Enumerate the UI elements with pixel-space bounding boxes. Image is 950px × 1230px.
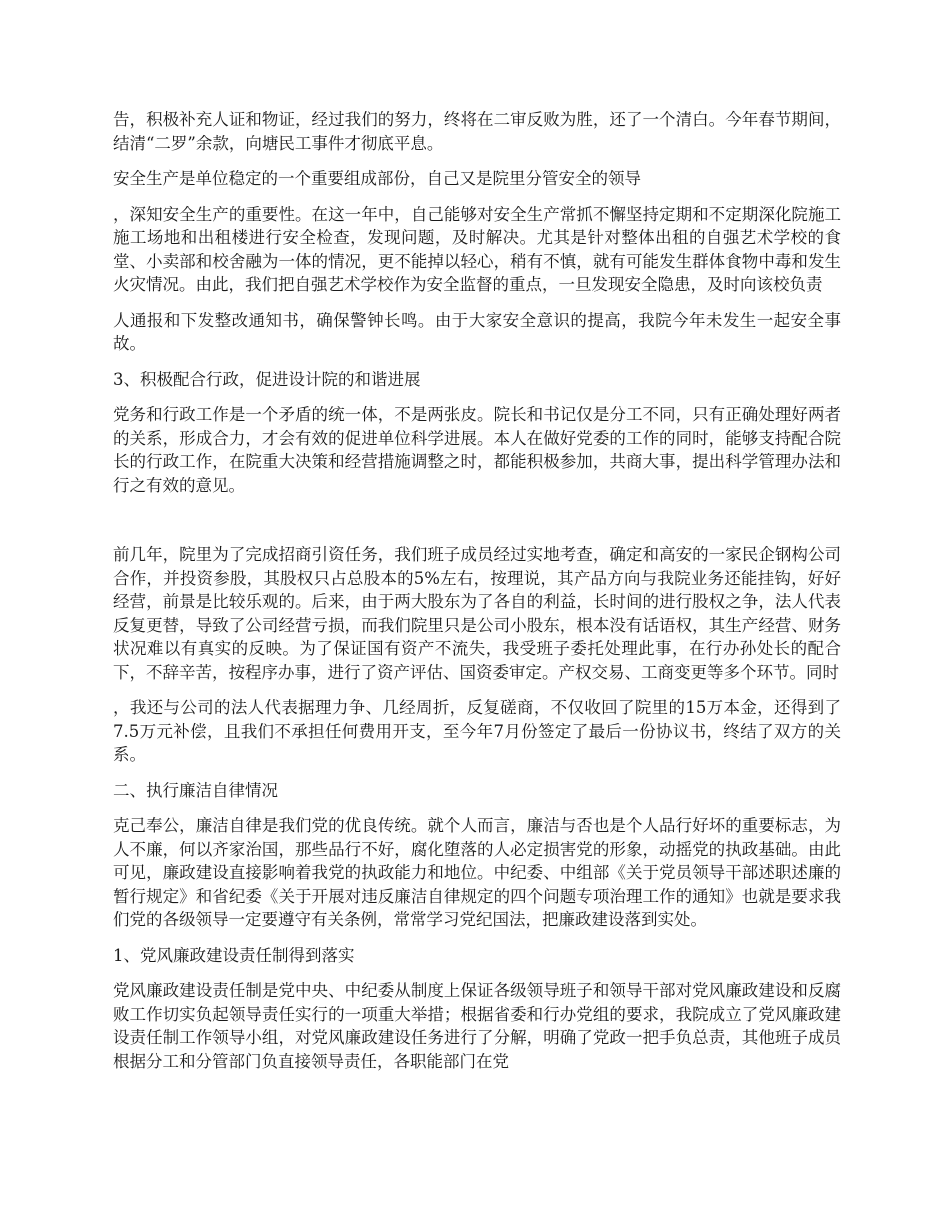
paragraph-integrity: 克己奉公，廉洁自律是我们党的优良传统。就个人而言，廉洁与否也是个人品行好坏的重要标志，为人不廉，何以齐家治国，那些品行不好，腐化堕落的人必定损害党的形象，动摇党的执政基础。由此可见，廉政建设直接影响着我党的执政能力和地位。中纪委、中组部《关于党员领导干部述职述廉的暂行规定》和省纪委《关于开展对违反廉洁自律规定的四个问题专项治理工作的通知》也就是要求我们党的各级领导一定要遵守有关条例，常常学习党纪国法，把廉政建设落到实处。 <box>113 816 841 929</box>
paragraph-responsibility: 党风廉政建设责任制是党中央、中纪委从制度上保证各级领导班子和领导干部对党风廉政建设和反腐败工作切实负起领导责任实行的一项重大举措；根据省委和行办党组的要求，我院成立了党风廉政建设责任制工作领导小组，对党风廉政建设任务进行了分解，明确了党政一把手负总责，其他班子成员根据分工和分管部门负直接领导责任，各职能部门在党 <box>113 981 841 1071</box>
paragraph-safety-inspection: ，深知安全生产的重要性。在这一年中，自己能够对安全生产常抓不懈坚持定期和不定期深化院施工施工场地和出租楼进行安全检查，发现问题，及时解决。尤其是针对整体出租的自强艺术学校的食堂、小卖部和校舍融为一体的情况，更不能掉以轻心，稍有不慎，就有可能发生群体食物中毒和发生火灾情况。由此，我们把自强艺术学校作为安全监督的重点，一旦发现安全隐患，及时向该校负责 <box>113 204 841 294</box>
paragraph-verdict: 告，积极补充人证和物证，经过我们的努力，终将在二审反败为胜，还了一个清白。今年春节期间，结清“二罗”余款，向塘民工事件才彻底平息。 <box>113 110 841 153</box>
section-heading-responsibility: 1、党风廉政建设责任制得到落实 <box>113 945 355 965</box>
section-heading-cooperation: 3、积极配合行政，促进设计院的和谐进展 <box>113 369 421 389</box>
paragraph-safety-result: 人通报和下发整改通知书，确保警钟长鸣。由于大家安全意识的提高，我院今年未发生一起安全事故。 <box>113 310 841 353</box>
page-gap <box>113 509 841 543</box>
paragraph-safety-intro: 安全生产是单位稳定的一个重要组成部份，自己又是院里分管安全的领导 <box>113 169 641 188</box>
paragraph-investment: 前几年，院里为了完成招商引资任务，我们班子成员经过实地考查，确定和高安的一家民企钢构公司合作，并投资参股，其股权只占总股本的5%左右，按理说，其产品方向与我院业务还能挂钩，好好经营，前景是比较乐观的。后来，由于两大股东为了各自的利益，长时间的进行股权之争，法人代表反复更替，导致了公司经营亏损，而我们院里只是公司小股东，根本没有话语权，其生产经营、财务状况难以有真实的反映。为了保证国有资产不流失，我受班子委托处理此事，在行办孙处长的配合下，不辞辛苦，按程序办事，进行了资产评估、国资委审定。产权交易、工商变更等多个环节。同时 <box>113 545 841 682</box>
paragraph-party-admin: 党务和行政工作是一个矛盾的统一体，不是两张皮。院长和书记仅是分工不同，只有正确处理好两者的关系，形成合力，才会有效的促进单位科学进展。本人在做好党委的工作的同时，能够支持配合院长的行政工作，在院重大决策和经营措施调整之时，都能积极参加，共商大事，提出科学管理办法和行之有效的意见。 <box>113 405 841 495</box>
section-heading-integrity: 二、执行廉洁自律情况 <box>113 780 278 800</box>
paragraph-compensation: ，我还与公司的法人代表据理力争、几经周折，反复磋商，不仅收回了院里的15万本金，还得到了7.5万元补偿，且我们不承担任何费用开支，至今年7月份签定了最后一份协议书，终结了双方的关系。 <box>113 698 841 764</box>
document-page <box>113 108 841 1085</box>
